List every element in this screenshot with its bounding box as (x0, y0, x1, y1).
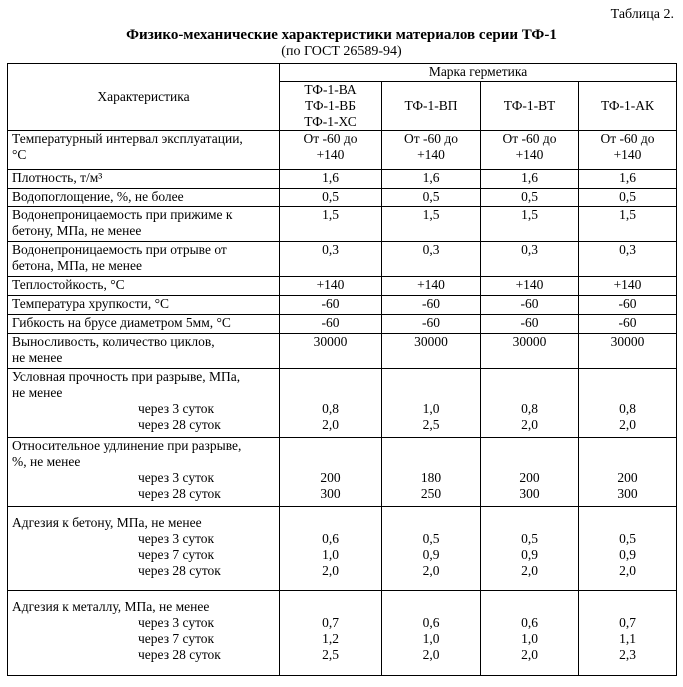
cell-value: 0,5 0,9 2,0 (481, 507, 579, 591)
cell-value: 1,5 (382, 207, 481, 242)
cell-value: 180 250 (382, 438, 481, 507)
cell-value: -60 (382, 315, 481, 334)
cell-value: 0,3 (382, 242, 481, 277)
row-label: Водонепроницаемость при прижиме к бетону, МПа, не менее (8, 207, 280, 242)
cell-value: 1,6 (280, 170, 382, 189)
cell-value: 1,5 (579, 207, 677, 242)
cell-value: 0,5 0,9 2,0 (579, 507, 677, 591)
cell-value: 30000 (280, 334, 382, 369)
cell-value: -60 (280, 315, 382, 334)
row-label: Адгезия к металлу, МПа, не менее через 3 суток через 7 суток через 28 суток (8, 591, 280, 676)
cell-value: 1,6 (481, 170, 579, 189)
cell-value: 0,3 (481, 242, 579, 277)
table-row (8, 242, 677, 277)
document-title: Физико-механические характеристики материалов серии ТФ-1 (126, 27, 557, 43)
cell-value: -60 (579, 296, 677, 315)
table-number-label: Таблица 2. (610, 7, 674, 22)
row-label: Водонепроницаемость при отрыве от бетона, МПа, не менее (8, 242, 280, 277)
row-label: Температурный интервал эксплуатации, °С (8, 131, 280, 170)
cell-value: 1,0 2,5 (382, 369, 481, 438)
cell-value: 0,3 (280, 242, 382, 277)
cell-value: 0,5 (280, 189, 382, 207)
table-row (8, 438, 677, 507)
cell-value: 200 300 (579, 438, 677, 507)
table-row (8, 369, 677, 438)
cell-value: 0,6 1,0 2,0 (481, 591, 579, 676)
cell-value: 0,5 0,9 2,0 (382, 507, 481, 591)
cell-value: -60 (481, 315, 579, 334)
cell-value: 30000 (382, 334, 481, 369)
cell-value: -60 (382, 296, 481, 315)
row-label: Относительное удлинение при разрыве, %, не менее через 3 суток через 28 суток (8, 438, 280, 507)
cell-value: 200 300 (481, 438, 579, 507)
cell-value: 0,6 1,0 2,0 (382, 591, 481, 676)
cell-value: 0,8 2,0 (481, 369, 579, 438)
cell-value: -60 (481, 296, 579, 315)
table-row (8, 315, 677, 334)
cell-value: От -60 до +140 (280, 131, 382, 170)
table-row (8, 189, 677, 207)
cell-value: 0,8 2,0 (579, 369, 677, 438)
row-label: Условная прочность при разрыве, МПа, не менее через 3 суток через 28 суток (8, 369, 280, 438)
cell-value: +140 (280, 277, 382, 296)
cell-value: 200 300 (280, 438, 382, 507)
cell-value: 1,6 (579, 170, 677, 189)
cell-value: От -60 до +140 (579, 131, 677, 170)
characteristic-header: Характеристика (8, 64, 280, 131)
cell-value: 0,8 2,0 (280, 369, 382, 438)
cell-value: 1,5 (280, 207, 382, 242)
cell-value: +140 (579, 277, 677, 296)
cell-value: 0,7 1,1 2,3 (579, 591, 677, 676)
row-label: Температура хрупкости, °С (8, 296, 280, 315)
brand-header: Марка герметика (280, 64, 677, 82)
cell-value: 0,5 (382, 189, 481, 207)
row-label: Водопоглощение, %, не более (8, 189, 280, 207)
cell-value: -60 (280, 296, 382, 315)
column-header-vp: ТФ-1-ВП (382, 82, 481, 131)
table-row (8, 507, 677, 591)
cell-value: От -60 до +140 (481, 131, 579, 170)
row-label: Теплостойкость, °С (8, 277, 280, 296)
row-label: Адгезия к бетону, МПа, не менее через 3 суток через 7 суток через 28 суток (8, 507, 280, 591)
cell-value: От -60 до +140 (382, 131, 481, 170)
table-row (8, 591, 677, 676)
cell-value: 0,6 1,0 2,0 (280, 507, 382, 591)
table-row (8, 170, 677, 189)
cell-value: 0,5 (481, 189, 579, 207)
cell-value: 30000 (579, 334, 677, 369)
cell-value: 0,3 (579, 242, 677, 277)
properties-table (7, 63, 677, 676)
column-header-ak: ТФ-1-АК (579, 82, 677, 131)
cell-value: -60 (579, 315, 677, 334)
table-row (8, 207, 677, 242)
cell-value: 1,5 (481, 207, 579, 242)
cell-value: +140 (382, 277, 481, 296)
cell-value: 0,7 1,2 2,5 (280, 591, 382, 676)
table-row (8, 277, 677, 296)
table-row (8, 334, 677, 369)
row-label: Выносливость, количество циклов, не менее (8, 334, 280, 369)
table-row (8, 131, 677, 170)
document-subtitle: (по ГОСТ 26589-94) (281, 44, 402, 59)
column-header-vt: ТФ-1-ВТ (481, 82, 579, 131)
cell-value: 30000 (481, 334, 579, 369)
cell-value: 0,5 (579, 189, 677, 207)
table-row (8, 296, 677, 315)
row-label: Плотность, т/м³ (8, 170, 280, 189)
column-header-va-vb-hs: ТФ-1-ВА ТФ-1-ВБ ТФ-1-ХС (280, 82, 382, 131)
cell-value: 1,6 (382, 170, 481, 189)
cell-value: +140 (481, 277, 579, 296)
row-label: Гибкость на брусе диаметром 5мм, °С (8, 315, 280, 334)
